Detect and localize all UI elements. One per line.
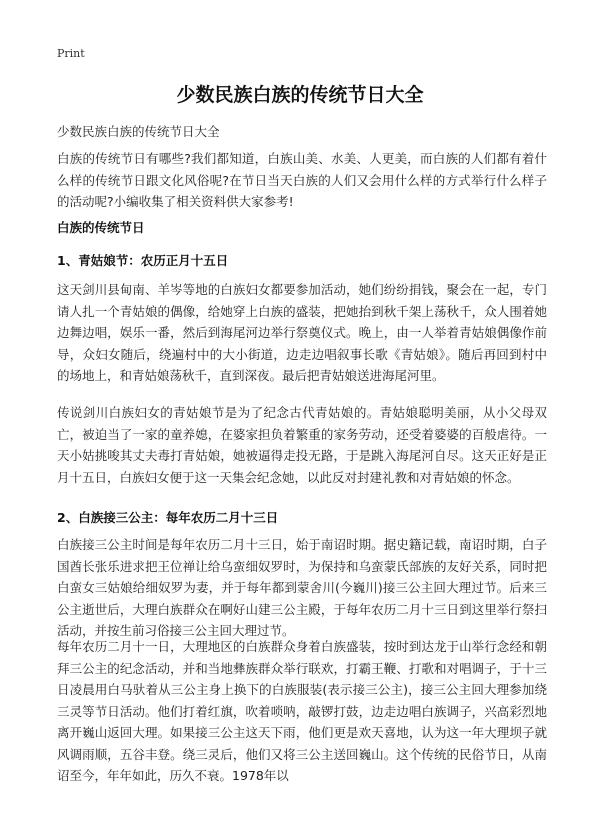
body-paragraph: 每年农历二月十一日，大理地区的白族群众身着白族盛装，按时到达龙于山举行念经和朝拜三公主的纪念活动，并和当地彝族群众举行联欢，打霸王鞭、打歌和对唱调子，于十三日凌晨用白马驮着从三公主身上换下的白族服装(表示接三公主)，接三公主回大理参加绕三灵等节日活动。他们打着红旗，吹着唢呐，敲锣打鼓，边走边唱白族调子，兴高彩烈地离开巍山返回大理。如果接三公主这天下雨，他们更是欢天喜地，认为这一年大理坝子就风调雨顺，五谷丰登。绕三灵后，他们又将三公主送回巍山。这个传统的民俗节日，从南诏至今，年年如此，历久不衰。1978年以 <box>57 639 547 783</box>
festival-heading: 2、白族接三公主：每年农历二月十三日 <box>57 510 279 525</box>
body-paragraph: 白族接三公主时间是每年农历二月十三日，始于南诏时期。据史籍记载，南诏时期，白子国酋长张乐进求把王位禅让给乌蛮细奴罗时，为保持和乌蛮蒙氏部族的友好关系，同时把白蛮女三姑娘给细奴罗为妻，并于每年都到蒙舍川(今巍川)接三公主回大理过节。后来三公主逝世后，大理白族群众在啊好山建三公主殿，于每年农历二月十三日到这里举行祭扫活动，并按生前习俗接三公主回大理过节。 <box>57 537 547 638</box>
body-paragraph: 传说剑川白族妇女的青姑娘节是为了纪念古代青姑娘的。青姑娘聪明美丽，从小父母双亡，被迫当了一家的童养媳，在婆家担负着繁重的家务劳动，还受着婆婆的百般虐待。一天小姑挑唆其丈夫毒打青姑娘，她被逼得走投无路，于是跳入海尾河自尽。这天正好是正月十五日，白族妇女便于这一天集会纪念她，以此反对封建礼教和对青姑娘的怀念。 <box>57 405 547 485</box>
document-subtitle: 少数民族白族的传统节日大全 <box>57 124 220 139</box>
print-link[interactable]: Print <box>57 47 85 60</box>
document-title: 少数民族白族的传统节日大全 <box>176 84 424 106</box>
intro-paragraph: 白族的传统节日有哪些?我们都知道，白族山美、水美、人更美，而白族的人们都有着什么样的传统节日跟文化风俗呢?在节日当天白族的人们又会用什么样的方式举行什么样子的活动呢?小编收集了相关资料供大家参考! <box>57 151 547 209</box>
festival-heading: 1、青姑娘节：农历正月十五日 <box>57 253 229 268</box>
body-paragraph: 这天剑川县甸南、羊岑等地的白族妇女都要参加活动，她们纷纷捐钱，聚会在一起，专门请人扎一个青姑娘的偶像，给她穿上白族的盛装，把她抬到秋千架上荡秋千，众人围着她边舞边唱，娱乐一番，然后到海尾河边举行祭奠仪式。晚上，由一人举着青姑娘偶像作前导，众妇女随后，绕遍村中的大小街道，边走边唱叙事长歌《青姑娘》。随后再回到村中的场地上，和青姑娘荡秋千，直到深夜。最后把青姑娘送进海尾河里。 <box>57 282 547 383</box>
section-heading: 白族的传统节日 <box>57 220 145 235</box>
